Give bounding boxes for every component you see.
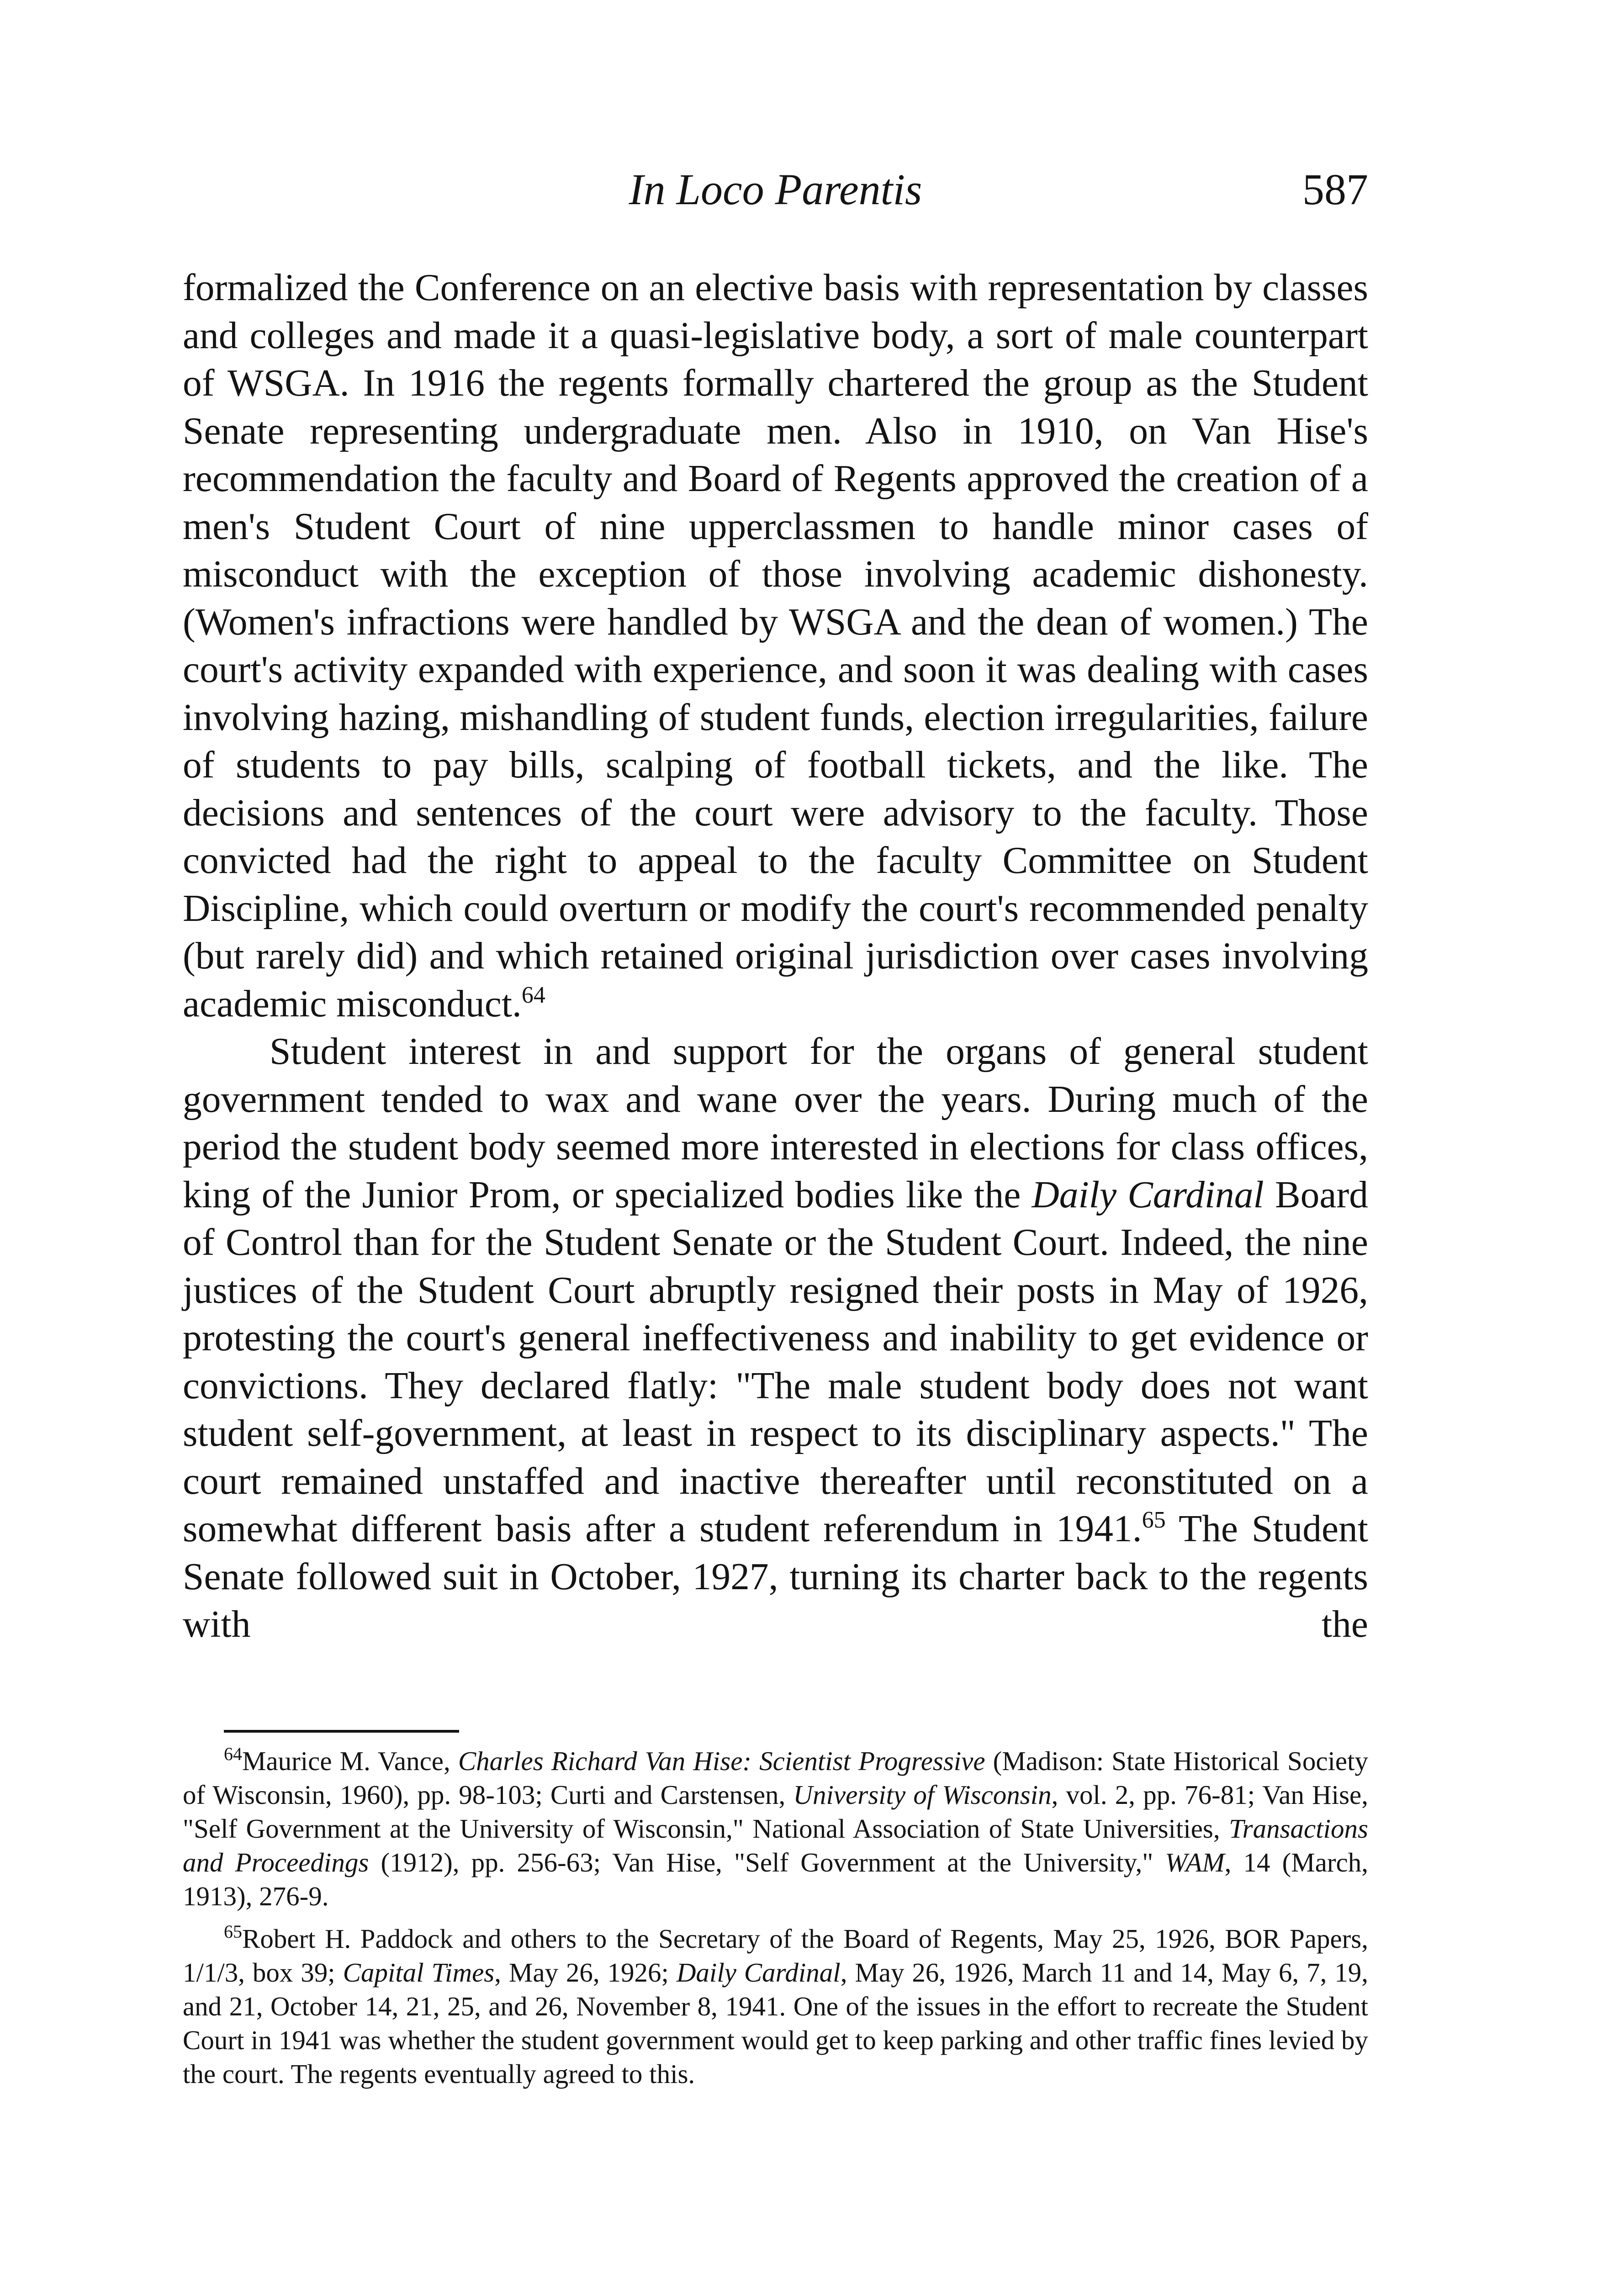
paragraph-2-text-1: Student interest in and support for the organs of general student government tended to wax and wane over the years. During much of the period the student body seemed more interested in elections for class offices, king of the Junior Prom, or specialized bodies like the bbox=[183, 1031, 1368, 1216]
footnote-italic-segment: Capital Times bbox=[343, 1957, 495, 1988]
footnote-text-segment: (1912), pp. 256-63; Van Hise, "Self Government at the University," bbox=[369, 1847, 1165, 1877]
footnote-italic-segment: Daily Cardinal bbox=[676, 1957, 841, 1988]
footnote-ref-65: 65 bbox=[1142, 1507, 1166, 1533]
paragraph-2-text-3: The Student Senate followed suit in October, 1927, turning its charter back to the regents with the bbox=[183, 1508, 1368, 1645]
footnote-64-body bbox=[183, 1746, 1368, 1911]
footnotes bbox=[183, 1744, 1368, 2099]
footnote-italic-segment: University of Wisconsin bbox=[793, 1780, 1052, 1810]
paragraph-2 bbox=[183, 1028, 1368, 1649]
footnote-text-segment: , May 26, 1926; bbox=[494, 1957, 677, 1988]
footnote-italic-segment: Transactions and Proceedings bbox=[183, 1813, 1368, 1877]
footnote-number: 65 bbox=[224, 1921, 242, 1942]
footnote-italic-segment: WAM bbox=[1165, 1847, 1225, 1877]
footnote-text-segment: , 14 (March, 1913), 276-9. bbox=[183, 1847, 1368, 1911]
footnote-64 bbox=[183, 1744, 1368, 1913]
running-header bbox=[183, 162, 1368, 217]
footnote-number: 64 bbox=[224, 1744, 242, 1764]
footnote-ref-64: 64 bbox=[521, 982, 545, 1008]
page-number: 587 bbox=[1302, 165, 1368, 214]
footnote-text-segment: Maurice M. Vance, bbox=[242, 1746, 458, 1776]
paragraph-1 bbox=[183, 264, 1368, 1028]
paragraph-2-italic-daily-cardinal: Daily Cardinal bbox=[1032, 1174, 1264, 1216]
running-title: In Loco Parentis bbox=[629, 165, 922, 214]
paragraph-2-text-2: Board of Control than for the Student Senate or the Student Court. Indeed, the nine justices of the Student Court abruptly resigned their posts in May of 1926, protesting the court's general ineffectiveness and inability to get evidence or convictions. They declared flatly: "The male student body does not want student self-government, at least in respect to its disciplinary aspects." The court remained unstaffed and inactive thereafter until reconstituted on a somewhat different basis after a student referendum in 1941. bbox=[183, 1174, 1369, 1550]
body-text bbox=[183, 264, 1368, 1649]
footnote-text-segment: Robert H. Paddock and others to the Secretary of the Board of Regents, May 25, 1926, BOR Papers, 1/1/3, box 39; bbox=[183, 1924, 1368, 1988]
footnote-text-segment: (Madison: State Historical Society of Wisconsin, 1960), pp. 98-103; Curti and Carstensen, bbox=[183, 1746, 1369, 1810]
paragraph-1-text: formalized the Conference on an elective basis with representation by classes and colleges and made it a quasi-legislative body, a sort of male counterpart of WSGA. In 1916 the regents formally chartered the group as the Student Senate representing undergraduate men. Also in 1910, on Van Hise's recommendation the faculty and Board of Regents approved the creation of a men's Student Court of nine upperclassmen to handle minor cases of misconduct with the exception of those involving academic dishonesty. (Women's infractions were handled by WSGA and the dean of women.) The court's activity expanded with experience, and soon it was dealing with cases involving hazing, mishandling of student funds, election irregularities, failure of students to pay bills, scalping of football tickets, and the like. The decisions and sentences of the court were advisory to the faculty. Those convicted had the right to appeal to the faculty Committee on Student Discipline, which could overturn or modify the court's recommended penalty (but rarely did) and which retained original jurisdiction over cases involving academic misconduct. bbox=[183, 267, 1368, 1025]
footnote-italic-segment: Charles Richard Van Hise: Scientist Progressive bbox=[458, 1746, 985, 1776]
footnote-text-segment: , May 26, 1926, March 11 and 14, May 6, 7, 19, and 21, October 14, 21, 25, and 26, November 8, 1941. One of the issues in the effort to recreate the Student Court in 1941 was whether the student government would get to keep parking and other traffic fines levied by the court. The regents eventually agreed to this. bbox=[183, 1957, 1368, 2089]
footnote-65 bbox=[183, 1922, 1368, 2091]
footnote-65-body bbox=[183, 1924, 1368, 2089]
footnote-text-segment: , vol. 2, pp. 76-81; Van Hise, "Self Government at the University of Wisconsin," National Association of State Universities, bbox=[183, 1780, 1368, 1844]
footnote-separator-rule bbox=[224, 1730, 459, 1733]
